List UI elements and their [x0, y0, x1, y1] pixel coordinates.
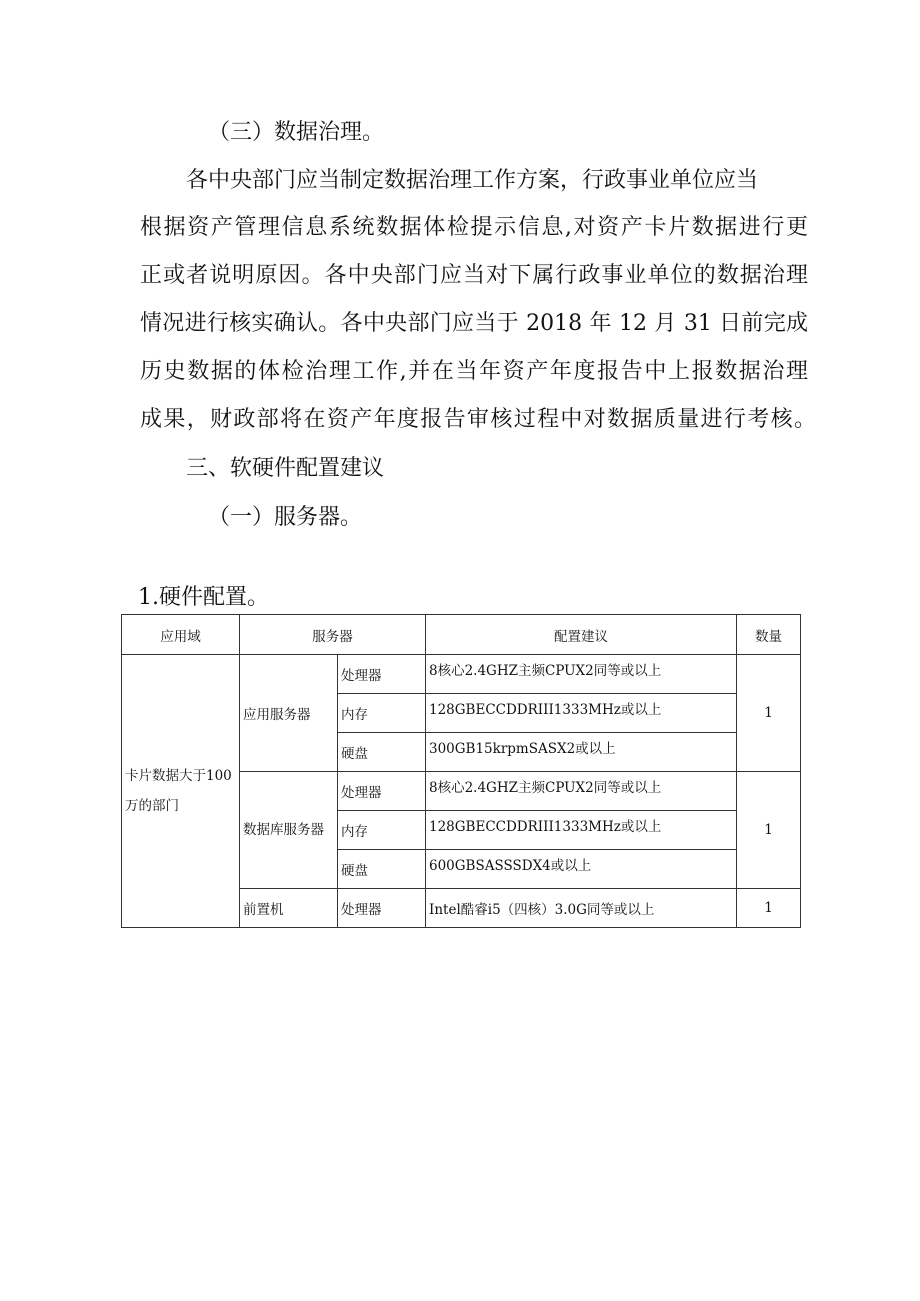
- hardware-config-table: [121, 614, 801, 928]
- paragraph-line-6: 成果，财政部将在资产年度报告审核过程中对数据质量进行考核。: [140, 407, 816, 432]
- qty-cell: 1: [737, 772, 801, 889]
- part-cell: 处理器: [338, 772, 426, 811]
- paragraph-line-1: 各中央部门应当制定数据治理工作方案，行政事业单位应当: [186, 168, 759, 193]
- header-domain: 应用域: [122, 615, 240, 655]
- paragraph-line-4: 情况进行核实确认。各中央部门应当于 2018 年 12 月 31 日前完成: [140, 311, 808, 336]
- spec-cell: 128GBECCDDRIII1333MHz或以上: [426, 811, 737, 850]
- spec-cell: 600GBSASSSDX4或以上: [426, 850, 737, 889]
- part-cell: 硬盘: [338, 733, 426, 772]
- paragraph-line-5: 历史数据的体检治理工作,并在当年资产年度报告中上报数据治理: [140, 359, 808, 384]
- item-heading-hardware-config: 1.硬件配置。: [138, 585, 269, 610]
- header-suggestion: 配置建议: [426, 615, 737, 655]
- spec-cell: 128GBECCDDRIII1333MHz或以上: [426, 694, 737, 733]
- subsection-heading-servers: （一）服务器。: [208, 505, 363, 530]
- part-cell: 内存: [338, 694, 426, 733]
- server-name-cell: 应用服务器: [240, 655, 338, 772]
- header-server: 服务器: [240, 615, 426, 655]
- paragraph-line-3: 正或者说明原因。各中央部门应当对下属行政事业单位的数据治理: [140, 263, 808, 288]
- domain-cell: 卡片数据大于100万的部门: [122, 655, 240, 928]
- spec-cell: Intel酷睿i5（四核）3.0G同等或以上: [426, 889, 737, 928]
- table-row: [122, 655, 801, 694]
- part-cell: 内存: [338, 811, 426, 850]
- paragraph-line-2: 根据资产管理信息系统数据体检提示信息,对资产卡片数据进行更: [140, 215, 808, 240]
- header-qty: 数量: [737, 615, 801, 655]
- spec-cell: 8核心2.4GHZ主频CPUX2同等或以上: [426, 772, 737, 811]
- table-header-row: [122, 615, 801, 655]
- qty-cell: 1: [737, 889, 801, 928]
- spec-cell: 8核心2.4GHZ主频CPUX2同等或以上: [426, 655, 737, 694]
- chapter-heading-software-hardware: 三、软硬件配置建议: [186, 456, 385, 481]
- server-name-cell: 前置机: [240, 889, 338, 928]
- qty-cell: 1: [737, 655, 801, 772]
- part-cell: 硬盘: [338, 850, 426, 889]
- part-cell: 处理器: [338, 889, 426, 928]
- section-heading-data-governance: （三）数据治理。: [208, 120, 385, 145]
- part-cell: 处理器: [338, 655, 426, 694]
- spec-cell: 300GB15krpmSASX2或以上: [426, 733, 737, 772]
- server-name-cell: 数据库服务器: [240, 772, 338, 889]
